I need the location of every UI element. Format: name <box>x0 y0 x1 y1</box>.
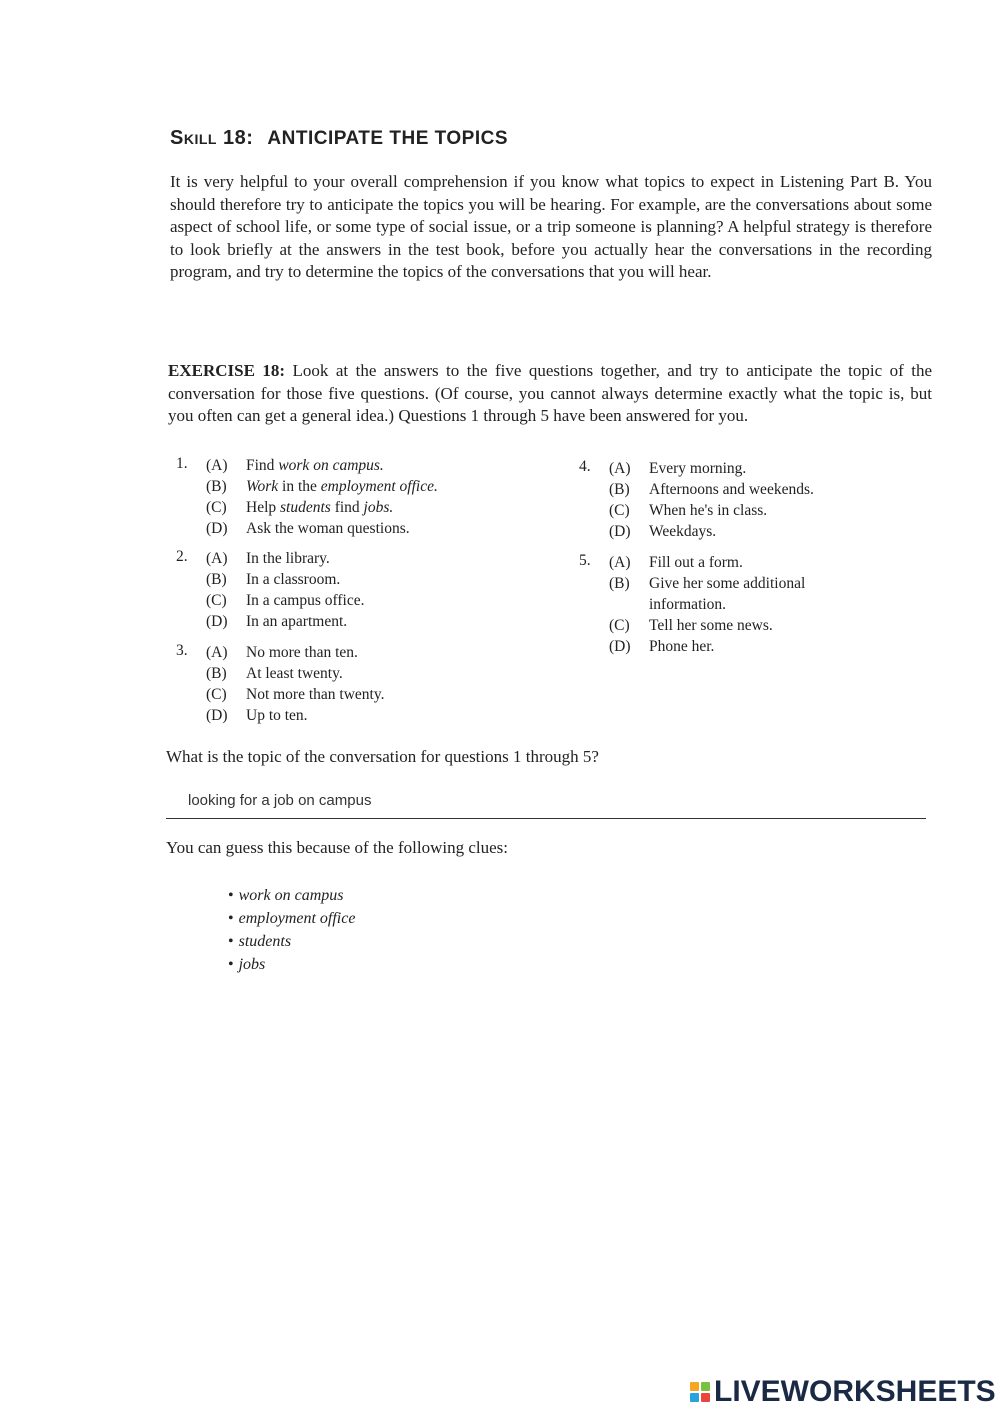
option-b: (B) Give her some additional information. <box>609 575 806 613</box>
clues-intro: You can guess this because of the following clues: <box>166 838 508 857</box>
option-c: (C) Help students find jobs. <box>206 499 394 516</box>
option-b: (B) In a classroom. <box>206 571 341 588</box>
skill-heading <box>170 127 508 150</box>
exercise-instructions <box>168 360 932 428</box>
option-d: (D) Ask the woman questions. <box>206 520 410 537</box>
liveworksheets-logo <box>690 1375 996 1409</box>
option-b: (B) Afternoons and weekends. <box>609 481 814 498</box>
option-d: (D) In an apartment. <box>206 613 348 630</box>
option-c: (C) Not more than twenty. <box>206 686 385 703</box>
list-item: • students <box>228 933 292 950</box>
topic-question: What is the topic of the conversation for questions 1 through 5? <box>166 747 599 766</box>
list-item: • work on campus <box>228 887 344 904</box>
list-item: • employment office <box>228 910 356 927</box>
skill-title: ANTICIPATE THE TOPICS <box>267 128 509 149</box>
option-a: (A) Find work on campus. <box>206 457 384 474</box>
option-c: (C) When he's in class. <box>609 502 768 519</box>
option-d: (D) Up to ten. <box>206 707 308 724</box>
option-d: (D) Weekdays. <box>609 523 717 540</box>
exercise-label: EXERCISE 18: <box>168 361 286 380</box>
brand-name: LIVEWORKSHEETS <box>714 1375 996 1408</box>
option-d: (D) Phone her. <box>609 638 715 655</box>
option-b: (B) At least twenty. <box>206 665 343 682</box>
logo-square <box>701 1382 710 1391</box>
question-number: 2. <box>176 548 188 565</box>
answer-underline <box>166 818 926 819</box>
skill-label: Skill 18: <box>170 127 254 149</box>
option-c: (C) Tell her some news. <box>609 617 773 634</box>
option-a: (A) Every morning. <box>609 460 747 477</box>
liveworksheets-icon <box>690 1382 710 1402</box>
question-number: 1. <box>176 455 188 472</box>
option-a: (A) No more than ten. <box>206 644 358 661</box>
option-a: (A) Fill out a form. <box>609 554 743 571</box>
clues-list <box>228 884 355 976</box>
option-c: (C) In a campus office. <box>206 592 365 609</box>
logo-square <box>690 1393 699 1402</box>
option-a: (A) In the library. <box>206 550 330 567</box>
list-item: • jobs <box>228 956 266 973</box>
question-number: 4. <box>579 458 591 475</box>
logo-square <box>701 1393 710 1402</box>
logo-square <box>690 1382 699 1391</box>
question-number: 5. <box>579 552 591 569</box>
topic-answer-field[interactable]: looking for a job on campus <box>188 792 372 809</box>
exercise-text: Look at the answers to the five questions together, and try to anticipate the topic of the conversation for those five questions. (Of course, you cannot always determine exactly what the topic is, but you often can get a general idea.) Questions 1 through 5 have been answered for you. <box>168 361 932 425</box>
intro-paragraph: It is very helpful to your overall comprehension if you know what topics to expect in Listening Part B. You should therefore try to anticipate the topics you will be hearing. For example, are the conversations about some aspect of school life, or some type of social issue, or a trip someone is planning? A helpful strategy is therefore to look briefly at the answers in the test book, before you actually hear the conversations in the recording program, and try to determine the topics of the conversations that you will hear. <box>170 172 932 281</box>
option-b: (B) Work in the employment office. <box>206 478 438 495</box>
question-number: 3. <box>176 642 188 659</box>
